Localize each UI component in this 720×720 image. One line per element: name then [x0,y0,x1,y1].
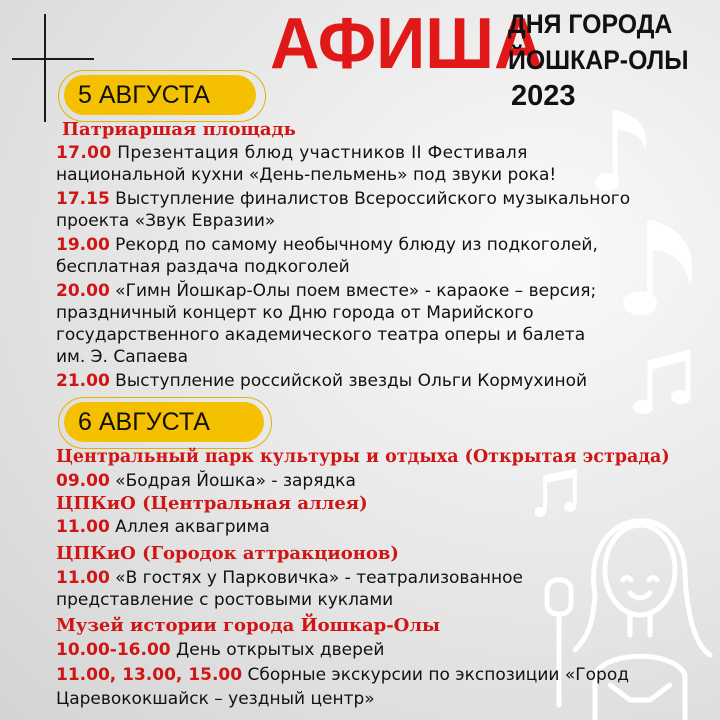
event-line: 11.00 Аллея аквагрима [56,517,270,537]
event-line: бесплатная раздача подкоголей [56,257,350,277]
cross-decoration-vertical [44,14,46,122]
date-badge-day1: 5 АВГУСТА [64,75,256,115]
music-note-icon [630,345,710,425]
venue-heading: Центральный парк культуры и отдыха (Открытая эстрада) [56,447,670,467]
venue-heading: ЦПКиО (Центральная аллея) [56,493,368,514]
event-line: представление с ростовыми куклами [56,590,394,610]
event-line: 11.00 «В гостях у Парковичка» - театрализованное [56,568,523,588]
venue-heading: Патриаршая площадь [62,119,296,140]
music-note-icon [620,215,715,325]
event-line: проекта «Звук Евразии» [56,211,276,231]
event-line: государственного академического театра оперы и балета [56,325,586,345]
subtitle-line2: ЙОШКАР-ОЛЫ [508,45,689,75]
page-title: АФИША [270,4,544,84]
event-line: 20.00 «Гимн Йошкар-Олы поем вместе» - караоке – версия; [56,281,597,301]
venue-heading: Музей истории города Йошкар-Олы [56,615,441,636]
event-line: 17.15 Выступление финалистов Всероссийского музыкального [56,189,631,209]
event-line: национальной кухни «День-пельмень» под звуки рока! [56,165,557,185]
cross-decoration-horizontal [12,58,94,60]
event-line: 09.00 «Бодрая Йошка» - зарядка [56,471,356,491]
event-line: 21.00 Выступление российской звезды Ольги Кормухиной [56,371,588,391]
year: 2023 [511,80,576,112]
event-line: праздничный концерт ко Дню города от Марийского [56,303,534,323]
event-line: 11.00, 13.00, 15.00 Сборные экскурсии по экспозиции «Город [56,665,629,685]
event-line: Царевококшайск – уездный центр» [56,689,375,709]
venue-heading: ЦПКиО (Городок аттракционов) [56,543,399,564]
subtitle-line1: ДНЯ ГОРОДА [508,9,673,39]
event-line: им. Э. Сапаева [56,347,189,367]
event-line: 10.00-16.00 День открытых дверей [56,640,385,660]
event-line: 19.00 Рекорд по самому необычному блюду из подкоголей, [56,235,598,255]
event-line: 17.00 Презентация блюд участников II Фестиваля [56,143,528,163]
date-badge-day2: 6 АВГУСТА [64,402,264,442]
